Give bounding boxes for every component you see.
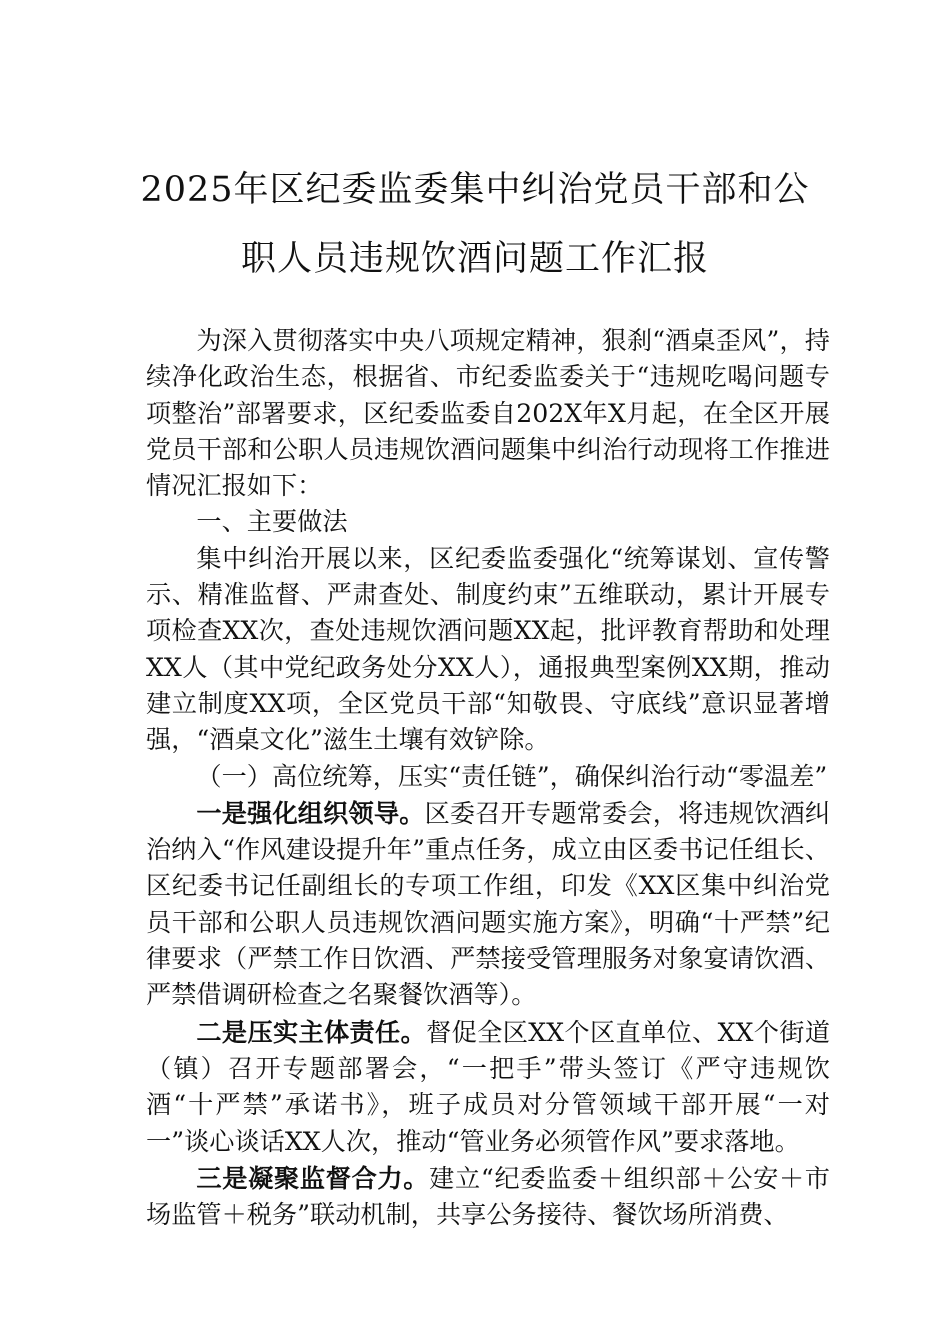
intro-paragraph: 为深入贯彻落实中央八项规定精神，狠刹“酒桌歪风”，持续净化政治生态，根据省、市纪委监委关于“违规吃喝问题专项整治”部署要求，区纪委监委自202X年X月起，在全区开展党员干部和公职人员违规饮酒问题集中纠治行动现将工作推进情况汇报如下： <box>146 326 830 501</box>
subsection-heading: （一）高位统筹，压实“责任链”，确保纠治行动“零温差” <box>196 761 828 791</box>
item-paragraph-2 <box>146 1014 830 1160</box>
item-text-1: 区委召开专题常委会，将违规饮酒纠治纳入“作风建设提升年”重点任务，成立由区委书记任组长、区纪委书记任副组长的专项工作组，印发《XX区集中纠治党员干部和公职人员违规饮酒问题实施方案》，明确“十严禁”纪律要求（严禁工作日饮酒、严禁接受管理服务对象宴请饮酒、严禁借调研检查之名聚餐饮酒等）。 <box>146 798 831 1010</box>
item-paragraph-3 <box>146 1160 830 1234</box>
document-title-line-2: 职人员违规饮酒问题工作汇报 <box>240 239 709 279</box>
item-text-3: 建立“纪委监委＋组织部＋公安＋市场监管＋税务”联动机制，共享公务接待、餐饮场所消费、 <box>146 1163 830 1230</box>
section-paragraph: 集中纠治开展以来，区纪委监委强化“统筹谋划、宣传警示、精准监督、严肃查处、制度约束”五维联动，累计开展专项检查XX次，查处违规饮酒问题XX起，批评教育帮助和处理XX人（其中党纪政务处分XX人），通报典型案例XX期，推动建立制度XX项，全区党员干部“知敬畏、守底线”意识显著增强，“酒桌文化”滋生土壤有效铲除。 <box>146 543 830 755</box>
item-lead-1: 一是强化组织领导。 <box>196 797 425 828</box>
item-paragraph-1 <box>146 795 830 1014</box>
document-title-line-1: 2025年区纪委监委集中纠治党员干部和公 <box>140 170 810 210</box>
item-text-2: 督促全区XX个区直单位、XX个街道（镇）召开专题部署会，“一把手”带头签订《严守违规饮酒“十严禁”承诺书》，班子成员对分管领域干部开展“一对一”谈心谈话XX人次，推动“管业务必须管作风”要求落地。 <box>146 1017 831 1156</box>
document-body <box>146 323 830 1233</box>
section-heading: 一、主要做法 <box>196 507 348 537</box>
item-lead-3: 三是凝聚监督合力。 <box>196 1162 430 1193</box>
item-lead-2: 二是压实主体责任。 <box>196 1016 427 1047</box>
